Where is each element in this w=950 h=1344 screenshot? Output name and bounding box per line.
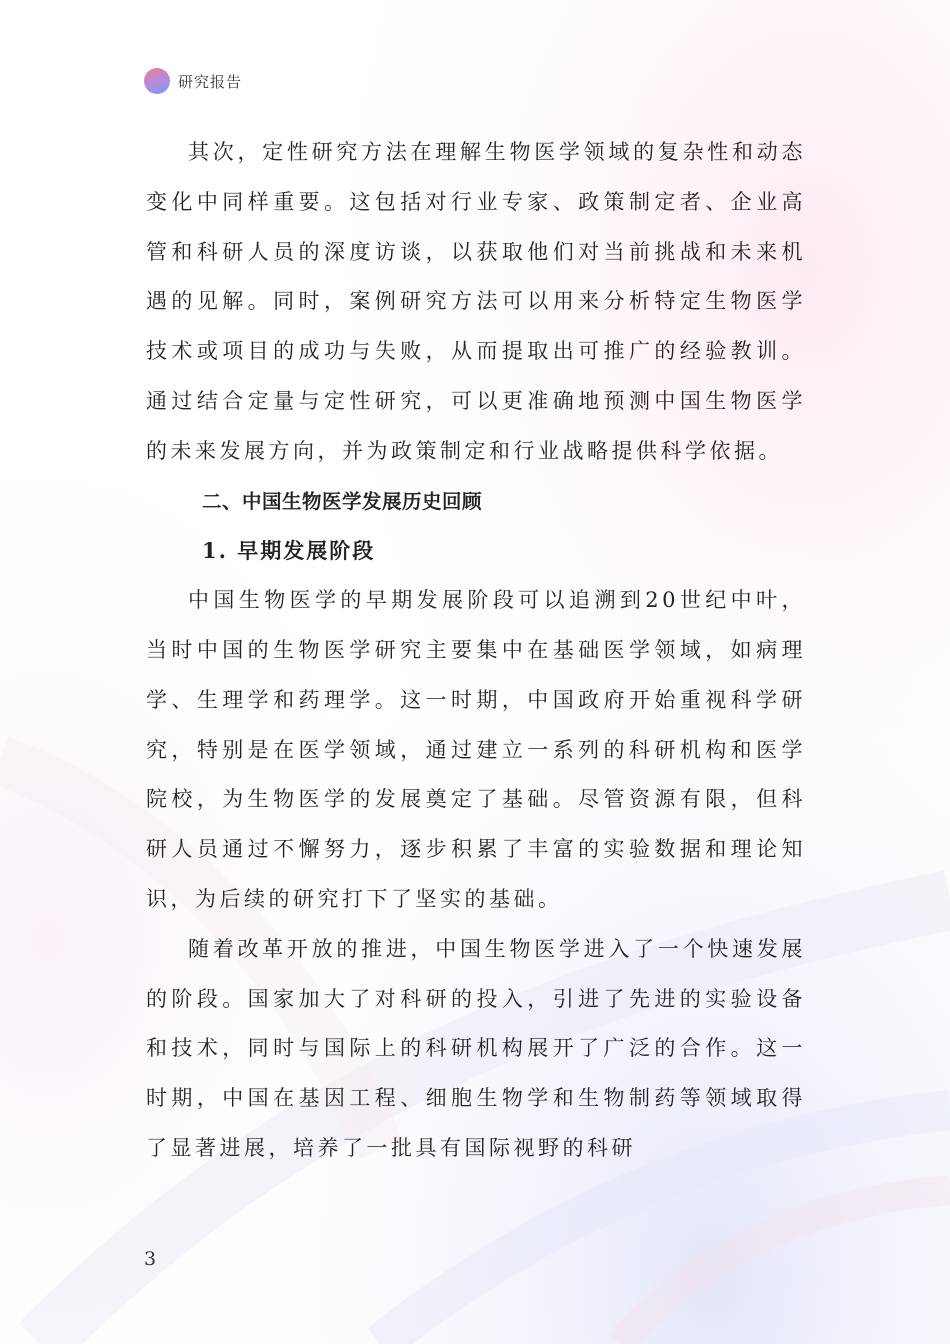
header-title: 研究报告 (178, 72, 243, 91)
paragraph-reform-era: 随着改革开放的推进，中国生物医学进入了一个快速发展的阶段。国家加大了对科研的投入，引进了先进的实验设备和技术，同时与国际上的科研机构展开了广泛的合作。这一时期，中国在基因工程、细胞生物学和生物制药等领域取得了显著进展，培养了一批具有国际视野的科研 (146, 936, 806, 1160)
section-heading: 二、中国生物医学发展历史回顾 (202, 489, 483, 513)
paragraph-early-stage: 中国生物医学的早期发展阶段可以追溯到20世纪中叶，当时中国的生物医学研究主要集中在基础医学领域，如病理学、生理学和药理学。这一时期，中国政府开始重视科学研究，特别是在医学领域，通过建立一系列的科研机构和医学院校，为生物医学的发展奠定了基础。尽管资源有限，但科研人员通过不懈努力，逐步积累了丰富的实验数据和理论知识，为后续的研究打下了坚实的基础。 (146, 588, 806, 911)
paragraph-qualitative-methods: 其次，定性研究方法在理解生物医学领域的复杂性和动态变化中同样重要。这包括对行业专家、政策制定者、企业高管和科研人员的深度访谈，以获取他们对当前挑战和未来机遇的见解。同时，案例研究方法可以用来分析特定生物医学技术或项目的成功与失败，从而提取出可推广的经验教训。通过结合定量与定性研究，可以更准确地预测中国生物医学的未来发展方向，并为政策制定和行业战略提供科学依据。 (146, 140, 806, 463)
page-number: 3 (144, 1248, 157, 1270)
page-header (144, 66, 242, 96)
subsection-heading: 1. 早期发展阶段 (202, 538, 376, 564)
logo-icon (144, 68, 170, 94)
document-body (146, 128, 806, 1174)
